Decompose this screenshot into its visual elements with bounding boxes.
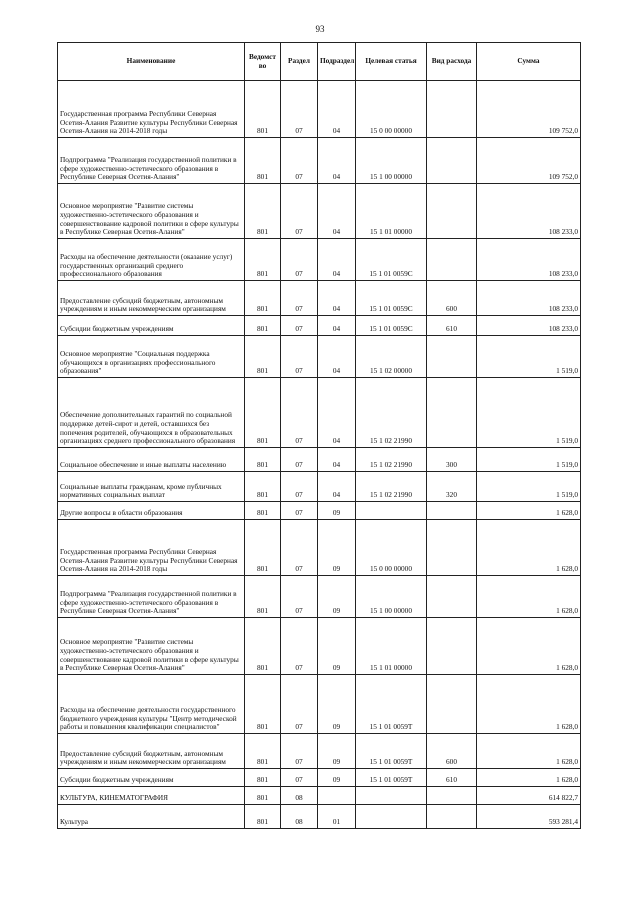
cell-target: 15 1 01 0059Т bbox=[356, 769, 427, 787]
cell-section: 08 bbox=[281, 787, 318, 805]
cell-name: Основное мероприятие "Развитие системы художественно-эстетического образования и совершенствование кадровой политики в сфере культуры в Республике Северная Осетия-Алания" bbox=[58, 618, 245, 675]
cell-name: Подпрограмма "Реализация государственной политики в сфере художественно-эстетического образования в Республике Северная Осетия-Алания" bbox=[58, 576, 245, 618]
cell-target: 15 1 01 00000 bbox=[356, 184, 427, 239]
cell-section: 07 bbox=[281, 316, 318, 336]
cell-name: Социальное обеспечение и иные выплаты населению bbox=[58, 448, 245, 472]
cell-dept: 801 bbox=[245, 281, 281, 316]
cell-name: Государственная программа Республики Северная Осетия-Алания Развитие культуры Республики Северная Осетия-Алания на 2014-2018 годы bbox=[58, 520, 245, 576]
cell-kind bbox=[427, 378, 477, 448]
header-subsection: Подраздел bbox=[318, 43, 356, 81]
cell-target: 15 1 01 0059С bbox=[356, 316, 427, 336]
header-sum: Сумма bbox=[477, 43, 581, 81]
cell-dept: 801 bbox=[245, 787, 281, 805]
cell-kind bbox=[427, 502, 477, 520]
table-row bbox=[58, 336, 581, 378]
cell-subsection bbox=[318, 787, 356, 805]
cell-section: 07 bbox=[281, 184, 318, 239]
cell-dept: 801 bbox=[245, 378, 281, 448]
cell-target: 15 1 01 0059Т bbox=[356, 734, 427, 769]
cell-sum: 108 233,0 bbox=[477, 239, 581, 281]
cell-target: 15 0 00 00000 bbox=[356, 81, 427, 138]
cell-sum: 1 519,0 bbox=[477, 378, 581, 448]
cell-name: Субсидии бюджетным учреждениям bbox=[58, 316, 245, 336]
table-row bbox=[58, 239, 581, 281]
cell-dept: 801 bbox=[245, 138, 281, 184]
table-row bbox=[58, 734, 581, 769]
table-row bbox=[58, 787, 581, 805]
cell-section: 07 bbox=[281, 378, 318, 448]
cell-sum: 1 628,0 bbox=[477, 576, 581, 618]
cell-name: КУЛЬТУРА, КИНЕМАТОГРАФИЯ bbox=[58, 787, 245, 805]
cell-kind: 300 bbox=[427, 448, 477, 472]
cell-section: 07 bbox=[281, 675, 318, 734]
cell-section: 07 bbox=[281, 281, 318, 316]
cell-subsection: 01 bbox=[318, 805, 356, 829]
cell-target: 15 1 01 0059Т bbox=[356, 675, 427, 734]
cell-sum: 1 519,0 bbox=[477, 336, 581, 378]
table-row bbox=[58, 769, 581, 787]
page-number: 93 bbox=[315, 24, 325, 34]
cell-dept: 801 bbox=[245, 502, 281, 520]
header-target: Целевая статья bbox=[356, 43, 427, 81]
cell-kind: 610 bbox=[427, 769, 477, 787]
cell-subsection: 04 bbox=[318, 281, 356, 316]
cell-section: 07 bbox=[281, 138, 318, 184]
cell-target: 15 1 01 0059С bbox=[356, 239, 427, 281]
cell-target: 15 1 00 00000 bbox=[356, 576, 427, 618]
cell-subsection: 09 bbox=[318, 734, 356, 769]
cell-sum: 614 822,7 bbox=[477, 787, 581, 805]
cell-dept: 801 bbox=[245, 618, 281, 675]
cell-sum: 1 628,0 bbox=[477, 520, 581, 576]
cell-section: 07 bbox=[281, 502, 318, 520]
header-section: Раздел bbox=[281, 43, 318, 81]
cell-section: 07 bbox=[281, 81, 318, 138]
table-row bbox=[58, 472, 581, 502]
cell-section: 07 bbox=[281, 618, 318, 675]
cell-dept: 801 bbox=[245, 520, 281, 576]
cell-subsection: 04 bbox=[318, 239, 356, 281]
cell-target: 15 1 02 21990 bbox=[356, 378, 427, 448]
cell-target bbox=[356, 502, 427, 520]
cell-sum: 1 519,0 bbox=[477, 448, 581, 472]
table-row bbox=[58, 520, 581, 576]
cell-sum: 1 628,0 bbox=[477, 675, 581, 734]
table-body bbox=[58, 81, 581, 829]
cell-subsection: 04 bbox=[318, 448, 356, 472]
cell-subsection: 04 bbox=[318, 184, 356, 239]
cell-section: 07 bbox=[281, 472, 318, 502]
table-row bbox=[58, 805, 581, 829]
cell-kind bbox=[427, 576, 477, 618]
header-name: Наименование bbox=[58, 43, 245, 81]
cell-sum: 1 519,0 bbox=[477, 472, 581, 502]
cell-subsection: 04 bbox=[318, 81, 356, 138]
cell-target bbox=[356, 787, 427, 805]
table-row bbox=[58, 81, 581, 138]
cell-sum: 1 628,0 bbox=[477, 502, 581, 520]
cell-section: 08 bbox=[281, 805, 318, 829]
cell-section: 07 bbox=[281, 520, 318, 576]
cell-name: Расходы на обеспечение деятельности государственного бюджетного учреждения культуры "Центр методической работы и повышения квалификации специалистов" bbox=[58, 675, 245, 734]
cell-subsection: 04 bbox=[318, 472, 356, 502]
cell-sum: 109 752,0 bbox=[477, 81, 581, 138]
cell-subsection: 09 bbox=[318, 618, 356, 675]
cell-target: 15 1 02 21990 bbox=[356, 472, 427, 502]
cell-target: 15 1 01 00000 bbox=[356, 618, 427, 675]
cell-dept: 801 bbox=[245, 805, 281, 829]
cell-sum: 1 628,0 bbox=[477, 769, 581, 787]
cell-kind bbox=[427, 805, 477, 829]
table-row bbox=[58, 184, 581, 239]
budget-table bbox=[57, 42, 581, 829]
cell-subsection: 04 bbox=[318, 336, 356, 378]
cell-kind: 320 bbox=[427, 472, 477, 502]
cell-sum: 108 233,0 bbox=[477, 281, 581, 316]
cell-dept: 801 bbox=[245, 576, 281, 618]
cell-name: Субсидии бюджетным учреждениям bbox=[58, 769, 245, 787]
cell-subsection: 09 bbox=[318, 576, 356, 618]
table-row bbox=[58, 576, 581, 618]
cell-kind: 600 bbox=[427, 734, 477, 769]
cell-dept: 801 bbox=[245, 734, 281, 769]
cell-target: 15 1 02 00000 bbox=[356, 336, 427, 378]
table-row bbox=[58, 316, 581, 336]
cell-kind bbox=[427, 520, 477, 576]
cell-kind bbox=[427, 336, 477, 378]
cell-subsection: 04 bbox=[318, 138, 356, 184]
cell-sum: 1 628,0 bbox=[477, 734, 581, 769]
table-row bbox=[58, 502, 581, 520]
cell-subsection: 09 bbox=[318, 502, 356, 520]
cell-section: 07 bbox=[281, 734, 318, 769]
cell-subsection: 04 bbox=[318, 378, 356, 448]
cell-sum: 109 752,0 bbox=[477, 138, 581, 184]
table-row bbox=[58, 675, 581, 734]
cell-kind bbox=[427, 239, 477, 281]
cell-name: Другие вопросы в области образования bbox=[58, 502, 245, 520]
cell-kind bbox=[427, 81, 477, 138]
cell-sum: 108 233,0 bbox=[477, 184, 581, 239]
table-row bbox=[58, 448, 581, 472]
table-row bbox=[58, 618, 581, 675]
header-kind: Вид расхода bbox=[427, 43, 477, 81]
cell-subsection: 09 bbox=[318, 769, 356, 787]
table-header bbox=[58, 43, 581, 81]
cell-dept: 801 bbox=[245, 448, 281, 472]
cell-subsection: 09 bbox=[318, 675, 356, 734]
cell-name: Предоставление субсидий бюджетным, автономным учреждениям и иным некоммерческим организациям bbox=[58, 734, 245, 769]
cell-dept: 801 bbox=[245, 316, 281, 336]
cell-sum: 593 281,4 bbox=[477, 805, 581, 829]
cell-name: Основное мероприятие "Развитие системы художественно-эстетического образования и совершенствование кадровой политики в сфере культуры в Республике Северная Осетия-Алания" bbox=[58, 184, 245, 239]
cell-dept: 801 bbox=[245, 675, 281, 734]
cell-name: Обеспечение дополнительных гарантий по социальной поддержке детей-сирот и детей, оставшихся без попечения родителей, обучающихся в образовательных организациях среднего профессионального образования bbox=[58, 378, 245, 448]
cell-kind bbox=[427, 138, 477, 184]
cell-sum: 108 233,0 bbox=[477, 316, 581, 336]
cell-dept: 801 bbox=[245, 239, 281, 281]
cell-dept: 801 bbox=[245, 769, 281, 787]
cell-kind bbox=[427, 787, 477, 805]
table-row bbox=[58, 281, 581, 316]
table-row bbox=[58, 378, 581, 448]
cell-section: 07 bbox=[281, 239, 318, 281]
cell-section: 07 bbox=[281, 769, 318, 787]
cell-name: Подпрограмма "Реализация государственной политики в сфере художественно-эстетического образования в Республике Северная Осетия-Алания" bbox=[58, 138, 245, 184]
cell-kind: 610 bbox=[427, 316, 477, 336]
cell-section: 07 bbox=[281, 336, 318, 378]
table-row bbox=[58, 138, 581, 184]
cell-kind bbox=[427, 675, 477, 734]
cell-name: Предоставление субсидий бюджетным, автономным учреждениям и иным некоммерческим организациям bbox=[58, 281, 245, 316]
cell-kind bbox=[427, 184, 477, 239]
cell-section: 07 bbox=[281, 576, 318, 618]
cell-target: 15 1 00 00000 bbox=[356, 138, 427, 184]
cell-section: 07 bbox=[281, 448, 318, 472]
cell-name: Культура bbox=[58, 805, 245, 829]
cell-dept: 801 bbox=[245, 336, 281, 378]
header-dept: Ведомст во bbox=[245, 43, 281, 81]
cell-target bbox=[356, 805, 427, 829]
cell-target: 15 1 01 0059С bbox=[356, 281, 427, 316]
cell-subsection: 04 bbox=[318, 316, 356, 336]
cell-name: Основное мероприятие "Социальная поддержка обучающихся в организациях профессионального образования" bbox=[58, 336, 245, 378]
cell-target: 15 0 00 00000 bbox=[356, 520, 427, 576]
cell-dept: 801 bbox=[245, 472, 281, 502]
cell-name: Расходы на обеспечение деятельности (оказание услуг) государственных организаций среднего профессионального образования bbox=[58, 239, 245, 281]
cell-dept: 801 bbox=[245, 184, 281, 239]
cell-kind bbox=[427, 618, 477, 675]
cell-kind: 600 bbox=[427, 281, 477, 316]
cell-subsection: 09 bbox=[318, 520, 356, 576]
cell-dept: 801 bbox=[245, 81, 281, 138]
cell-target: 15 1 02 21990 bbox=[356, 448, 427, 472]
cell-name: Государственная программа Республики Северная Осетия-Алания Развитие культуры Республики Северная Осетия-Алания на 2014-2018 годы bbox=[58, 81, 245, 138]
cell-sum: 1 628,0 bbox=[477, 618, 581, 675]
cell-name: Социальные выплаты гражданам, кроме публичных нормативных социальных выплат bbox=[58, 472, 245, 502]
